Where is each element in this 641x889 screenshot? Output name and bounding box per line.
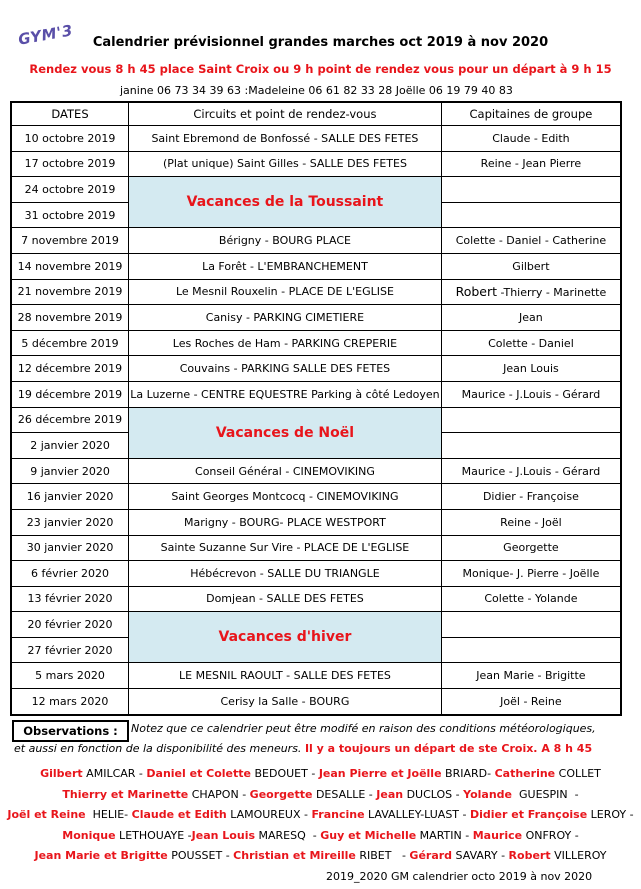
- row-date: 7 novembre 2019: [11, 228, 129, 254]
- row-circuit: Canisy - PARKING CIMETIERE: [129, 305, 442, 331]
- row-circuit: LE MESNIL RAOULT - SALLE DES FETES: [129, 663, 442, 689]
- member-first-names: Georgette: [249, 787, 313, 801]
- row-captains: Reine - Joël: [441, 509, 621, 535]
- row-captains-empty: [441, 433, 621, 459]
- table-row: [11, 151, 621, 177]
- member-surname: LAMOUREUX -: [226, 808, 312, 821]
- member-first-names: Jean Pierre et Joëlle: [318, 767, 442, 780]
- members-line: [0, 764, 641, 785]
- row-date: 27 février 2020: [11, 637, 129, 663]
- table-row: [11, 484, 621, 510]
- row-date: 24 octobre 2019: [11, 177, 129, 203]
- member-first-names: Jean Marie et Brigitte: [34, 849, 168, 862]
- row-captains: [441, 279, 621, 305]
- captain-emphasis: Robert: [455, 284, 498, 300]
- observations-label: Observations :: [12, 720, 129, 742]
- member-surname: ONFROY -: [522, 828, 579, 842]
- row-date: 2 janvier 2020: [11, 433, 129, 459]
- calendar-table: [10, 101, 622, 716]
- member-surname: AMILCAR -: [82, 767, 147, 780]
- row-circuit: Conseil Général - CINEMOVIKING: [129, 458, 442, 484]
- header-dates: DATES: [11, 102, 129, 126]
- row-circuit: Le Mesnil Rouxelin - PLACE DE L'EGLISE: [129, 279, 442, 305]
- row-date: 12 mars 2020: [11, 689, 129, 715]
- member-surname: CHAPON -: [188, 787, 250, 801]
- row-circuit: (Plat unique) Saint Gilles - SALLE DES FETES: [129, 151, 442, 177]
- member-first-names: Daniel et Colette: [146, 767, 251, 780]
- row-captains: Joël - Reine: [441, 689, 621, 715]
- row-circuit: Saint Georges Montcocq - CINEMOVIKING: [129, 484, 442, 510]
- row-captains: Jean Marie - Brigitte: [441, 663, 621, 689]
- row-captains-empty: [441, 637, 621, 663]
- member-first-names: Didier et Françoise: [470, 808, 588, 821]
- row-circuit: Sainte Suzanne Sur Vire - PLACE DE L'EGLISE: [129, 535, 442, 561]
- table-row: [11, 177, 621, 203]
- row-captains: Monique- J. Pierre - Joëlle: [441, 561, 621, 587]
- row-date: 9 janvier 2020: [11, 458, 129, 484]
- contacts-line: janine 06 73 34 39 63 :Madeleine 06 61 82 33 28 Joëlle 06 19 79 40 83: [120, 84, 513, 97]
- member-first-names: Gérard: [409, 849, 453, 862]
- row-circuit: La Luzerne - CENTRE EQUESTRE Parking à côté Ledoyen: [129, 381, 442, 407]
- row-captains: Georgette: [441, 535, 621, 561]
- row-captains-empty: [441, 612, 621, 638]
- members-line: [0, 846, 641, 867]
- row-date: 23 janvier 2020: [11, 509, 129, 535]
- row-captains: Claude - Edith: [441, 126, 621, 152]
- member-surname: LEROY -: [587, 808, 634, 821]
- row-date: 30 janvier 2020: [11, 535, 129, 561]
- member-surname: LETHOUAYE -: [115, 828, 192, 842]
- row-date: 31 octobre 2019: [11, 202, 129, 228]
- vacation-cell: Vacances de la Toussaint: [129, 177, 442, 228]
- vacation-cell: Vacances d'hiver: [129, 612, 442, 663]
- member-surname: DUCLOS -: [403, 787, 464, 801]
- member-first-names: Joël et Reine: [7, 808, 86, 821]
- gym3-logo: GYM'3: [16, 21, 75, 49]
- row-date: 26 décembre 2019: [11, 407, 129, 433]
- row-captains: Gilbert: [441, 253, 621, 279]
- row-date: 6 février 2020: [11, 561, 129, 587]
- member-surname: MARESQ -: [255, 828, 321, 842]
- member-surname: RIBET -: [355, 849, 410, 862]
- member-first-names: Monique: [62, 828, 116, 842]
- members-line: [0, 826, 641, 847]
- row-circuit: Domjean - SALLE DES FETES: [129, 586, 442, 612]
- member-surname: HELIE-: [85, 808, 132, 821]
- member-surname: GUESPIN -: [512, 787, 579, 801]
- member-first-names: Yolande: [463, 787, 513, 801]
- member-first-names: Claude et Edith: [131, 808, 227, 821]
- table-row: [11, 228, 621, 254]
- vacation-cell: Vacances de Noël: [129, 407, 442, 458]
- table-row: [11, 126, 621, 152]
- table-row: [11, 663, 621, 689]
- row-date: 28 novembre 2019: [11, 305, 129, 331]
- member-surname: COLLET: [555, 767, 601, 780]
- table-row: [11, 330, 621, 356]
- row-captains: Colette - Yolande: [441, 586, 621, 612]
- observations-departure-note: Il y a toujours un départ de ste Croix. A 8 h 45: [304, 742, 593, 755]
- table-row: [11, 279, 621, 305]
- row-circuit: Marigny - BOURG- PLACE WESTPORT: [129, 509, 442, 535]
- row-captains-empty: [441, 407, 621, 433]
- member-first-names: Catherine: [494, 767, 556, 780]
- page-title: Calendrier prévisionnel grandes marches oct 2019 à nov 2020: [92, 35, 549, 50]
- row-date: 12 décembre 2019: [11, 356, 129, 382]
- row-circuit: Cerisy la Salle - BOURG: [129, 689, 442, 715]
- member-first-names: Maurice: [472, 828, 523, 842]
- table-row: [11, 509, 621, 535]
- row-captains: Reine - Jean Pierre: [441, 151, 621, 177]
- row-date: 20 février 2020: [11, 612, 129, 638]
- calendar-body: [11, 126, 621, 715]
- table-row: [11, 689, 621, 715]
- row-date: 19 décembre 2019: [11, 381, 129, 407]
- row-date: 16 janvier 2020: [11, 484, 129, 510]
- member-surname: BRIARD-: [441, 767, 495, 780]
- member-surname: MARTIN -: [416, 828, 473, 842]
- row-date: 14 novembre 2019: [11, 253, 129, 279]
- table-row: [11, 561, 621, 587]
- row-captains: Maurice - J.Louis - Gérard: [441, 458, 621, 484]
- table-row: [11, 381, 621, 407]
- row-captains-empty: [441, 202, 621, 228]
- table-row: [11, 458, 621, 484]
- member-first-names: Francine: [311, 808, 365, 821]
- table-row: [11, 356, 621, 382]
- rendezvous-note: Rendez vous 8 h 45 place Saint Croix ou 9 h point de rendez vous pour un départ à 9 h 15: [29, 62, 612, 76]
- row-date: 21 novembre 2019: [11, 279, 129, 305]
- row-circuit: Saint Ebremond de Bonfossé - SALLE DES FETES: [129, 126, 442, 152]
- row-circuit: Bérigny - BOURG PLACE: [129, 228, 442, 254]
- footer-filename: 2019_2020 GM calendrier octo 2019 à nov 2020: [326, 870, 593, 883]
- table-row: [11, 305, 621, 331]
- header-circuits: Circuits et point de rendez-vous: [129, 102, 442, 126]
- header-captains: Capitaines de groupe: [441, 102, 621, 126]
- row-captains: Maurice - J.Louis - Gérard: [441, 381, 621, 407]
- row-captains: Jean Louis: [441, 356, 621, 382]
- row-captains-empty: [441, 177, 621, 203]
- member-surname: POUSSET -: [167, 849, 234, 862]
- member-surname: LAVALLEY-LUAST -: [364, 808, 470, 821]
- captains-rest: -Thierry - Marinette: [497, 286, 607, 300]
- member-first-names: Jean: [376, 787, 404, 801]
- row-circuit: Hébécrevon - SALLE DU TRIANGLE: [129, 561, 442, 587]
- members-line: [0, 805, 641, 826]
- table-row: [11, 586, 621, 612]
- member-first-names: Thierry et Marinette: [62, 787, 189, 801]
- member-first-names: Guy et Michelle: [320, 828, 417, 842]
- row-date: 13 février 2020: [11, 586, 129, 612]
- table-header-row: [11, 102, 621, 126]
- row-captains: Colette - Daniel - Catherine: [441, 228, 621, 254]
- row-captains: Jean: [441, 305, 621, 331]
- row-captains: Colette - Daniel: [441, 330, 621, 356]
- row-captains: Didier - Françoise: [441, 484, 621, 510]
- member-surname: SAVARY -: [452, 849, 509, 862]
- row-circuit: Couvains - PARKING SALLE DES FETES: [129, 356, 442, 382]
- member-first-names: Gilbert: [40, 767, 83, 780]
- member-surname: BEDOUET -: [251, 767, 319, 780]
- member-first-names: Jean Louis: [191, 828, 256, 842]
- table-row: [11, 535, 621, 561]
- member-first-names: Robert: [508, 849, 551, 862]
- row-date: 5 décembre 2019: [11, 330, 129, 356]
- member-surname: DESALLE -: [312, 787, 377, 801]
- row-date: 17 octobre 2019: [11, 151, 129, 177]
- members-line: [0, 785, 641, 806]
- row-circuit: Les Roches de Ham - PARKING CREPERIE: [129, 330, 442, 356]
- row-date: 10 octobre 2019: [11, 126, 129, 152]
- observations-line-2: [14, 742, 592, 755]
- member-surname: VILLEROY: [550, 849, 607, 862]
- row-circuit: La Forêt - L'EMBRANCHEMENT: [129, 253, 442, 279]
- row-date: 5 mars 2020: [11, 663, 129, 689]
- observations-line-2-text: et aussi en fonction de la disponibilité des meneurs.: [14, 742, 302, 755]
- observations-line-1: Notez que ce calendrier peut être modifé en raison des conditions météorologiques,: [131, 722, 596, 735]
- members-list: [0, 764, 641, 867]
- table-row: [11, 407, 621, 433]
- member-first-names: Christian et Mireille: [233, 849, 356, 862]
- table-row: [11, 253, 621, 279]
- table-row: [11, 612, 621, 638]
